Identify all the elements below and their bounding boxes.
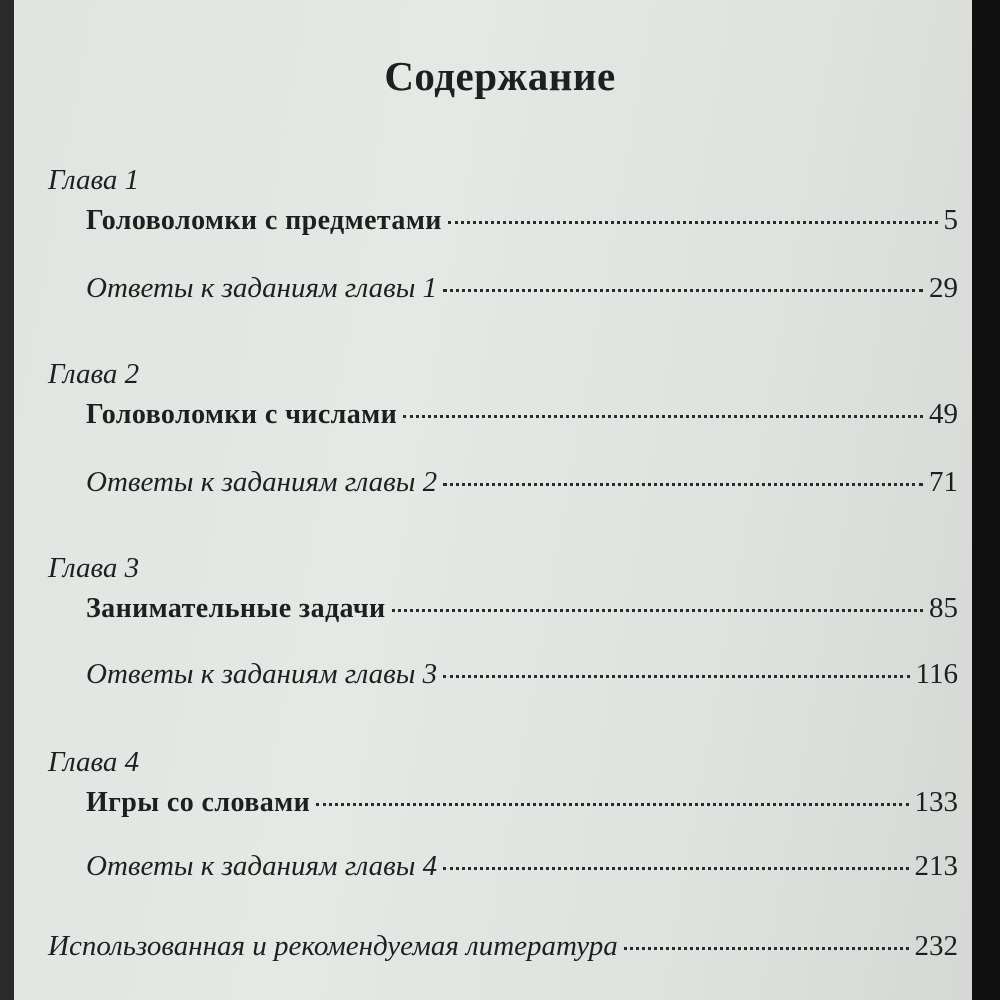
entry-title: Ответы к заданиям главы 2 — [86, 466, 438, 498]
toc-entry-chapter-1-title[interactable] — [86, 204, 958, 237]
entry-title: Занимательные задачи — [86, 593, 386, 624]
chapter-3-label: Глава 3 — [48, 552, 140, 584]
entry-title: Головоломки с предметами — [86, 205, 442, 236]
book-gutter-edge — [972, 0, 1000, 1000]
entry-page-number: 71 — [929, 466, 958, 498]
dot-leader — [392, 609, 923, 612]
toc-entry-chapter-3-answers[interactable] — [86, 658, 958, 691]
entry-title: Игры со словами — [86, 787, 311, 818]
entry-title: Головоломки с числами — [86, 399, 398, 430]
dot-leader — [443, 675, 909, 678]
toc-entry-chapter-2-title[interactable] — [86, 398, 958, 431]
page-title: Содержание — [384, 53, 616, 99]
entry-page-number: 133 — [914, 786, 958, 818]
chapter-2-label: Глава 2 — [48, 358, 140, 390]
entry-page-number: 85 — [929, 592, 958, 624]
toc-entry-chapter-4-answers[interactable] — [86, 850, 958, 883]
entry-page-number: 5 — [943, 204, 958, 236]
dot-leader — [443, 483, 923, 486]
entry-page-number: 232 — [914, 930, 958, 962]
dot-leader — [403, 415, 923, 418]
toc-entry-chapter-2-answers[interactable] — [86, 466, 958, 499]
chapter-1-label: Глава 1 — [48, 164, 140, 196]
entry-page-number: 213 — [914, 850, 958, 882]
entry-title: Ответы к заданиям главы 4 — [86, 850, 438, 882]
dot-leader — [443, 867, 908, 870]
entry-title: Использованная и рекомендуемая литература — [48, 930, 618, 962]
entry-title: Ответы к заданиям главы 3 — [86, 658, 438, 690]
toc-entry-chapter-3-title[interactable] — [86, 592, 958, 625]
dot-leader — [316, 803, 908, 806]
entry-page-number: 116 — [915, 658, 958, 690]
toc-entry-chapter-1-answers[interactable] — [86, 272, 958, 305]
book-page — [14, 0, 972, 1000]
entry-page-number: 29 — [929, 272, 958, 304]
chapter-4-label: Глава 4 — [48, 746, 140, 778]
dot-leader — [624, 947, 909, 950]
entry-title: Ответы к заданиям главы 1 — [86, 272, 438, 304]
dot-leader — [443, 289, 923, 292]
toc-entry-literature[interactable] — [48, 930, 958, 963]
dot-leader — [448, 221, 938, 224]
toc-entry-chapter-4-title[interactable] — [86, 786, 958, 819]
entry-page-number: 49 — [929, 398, 958, 430]
